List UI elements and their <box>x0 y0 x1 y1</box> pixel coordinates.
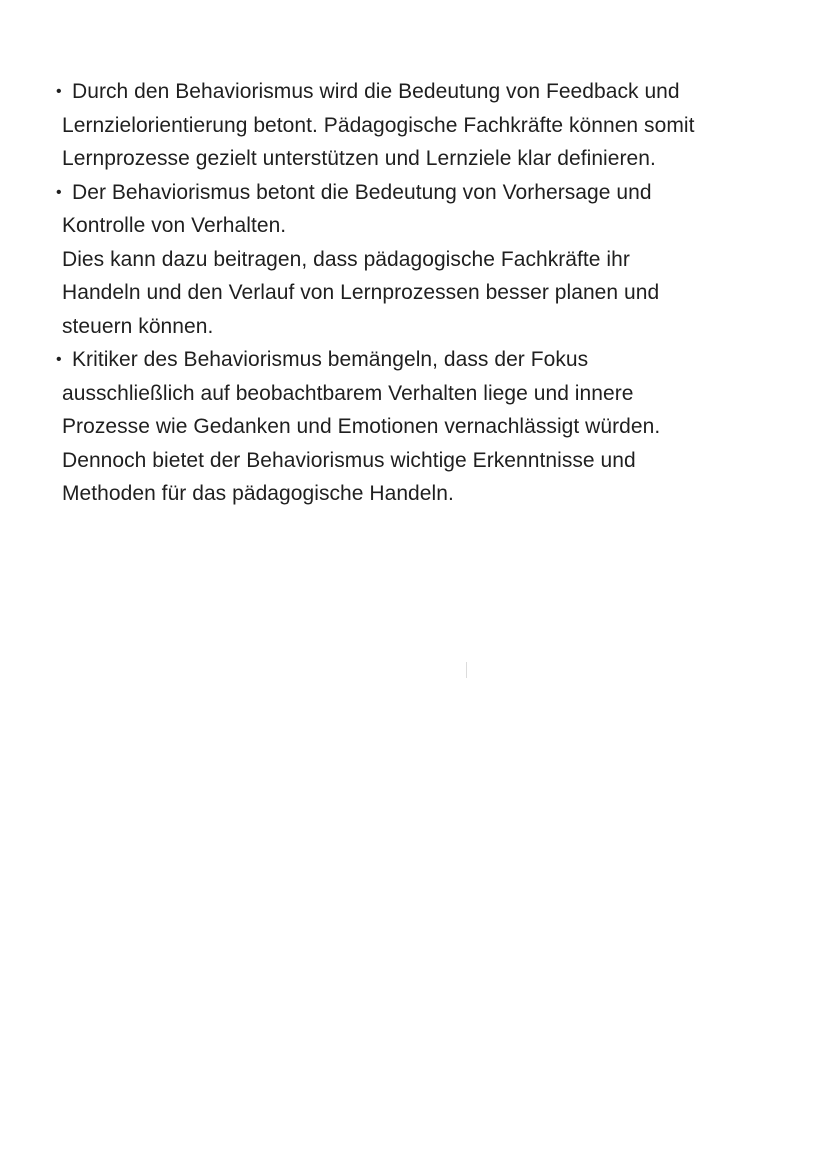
text-line: Kritiker des Behaviorismus bemängeln, dass der Fokus <box>72 348 589 371</box>
text-line: Lernprozesse gezielt unterstützen und Lernziele klar definieren. <box>62 147 656 170</box>
text-line-wrap <box>62 477 782 511</box>
text-line: Lernzielorientierung betont. Pädagogische Fachkräfte können somit <box>62 113 695 137</box>
text-line: Dies kann dazu beitragen, dass pädagogische Fachkräfte ihr <box>62 247 630 271</box>
bullet-icon: • <box>56 351 62 368</box>
text-line-wrap <box>62 243 782 277</box>
text-line: Der Behaviorismus betont die Bedeutung von Vorhersage und <box>72 180 652 204</box>
document-body <box>56 75 782 511</box>
bullet-icon: • <box>56 83 62 100</box>
text-line-wrap <box>62 310 782 344</box>
list-item-line <box>56 176 782 210</box>
list-item-line <box>56 343 782 377</box>
bullet-icon: • <box>56 183 62 201</box>
text-line-wrap <box>62 109 782 143</box>
text-line: Prozesse wie Gedanken und Emotionen vernachlässigt würden. <box>62 415 661 438</box>
text-line: Handeln und den Verlauf von Lernprozessen besser planen und <box>62 281 660 304</box>
text-line: steuern können. <box>62 314 214 338</box>
list-item-line <box>56 75 782 109</box>
text-line-wrap <box>62 276 782 310</box>
text-line: ausschließlich auf beobachtbarem Verhalten liege und innere <box>62 381 634 405</box>
text-line: Durch den Behaviorismus wird die Bedeutung von Feedback und <box>72 80 680 103</box>
text-line: Methoden für das pädagogische Handeln. <box>62 482 454 505</box>
text-line-wrap <box>62 444 782 478</box>
text-line-wrap <box>62 142 782 176</box>
text-cursor-mark <box>466 662 467 678</box>
text-line: Kontrolle von Verhalten. <box>62 214 287 237</box>
text-line-wrap <box>62 410 782 444</box>
text-line-wrap <box>62 377 782 411</box>
text-line: Dennoch bietet der Behaviorismus wichtige Erkenntnisse und <box>62 448 636 472</box>
text-line-wrap <box>62 209 782 243</box>
